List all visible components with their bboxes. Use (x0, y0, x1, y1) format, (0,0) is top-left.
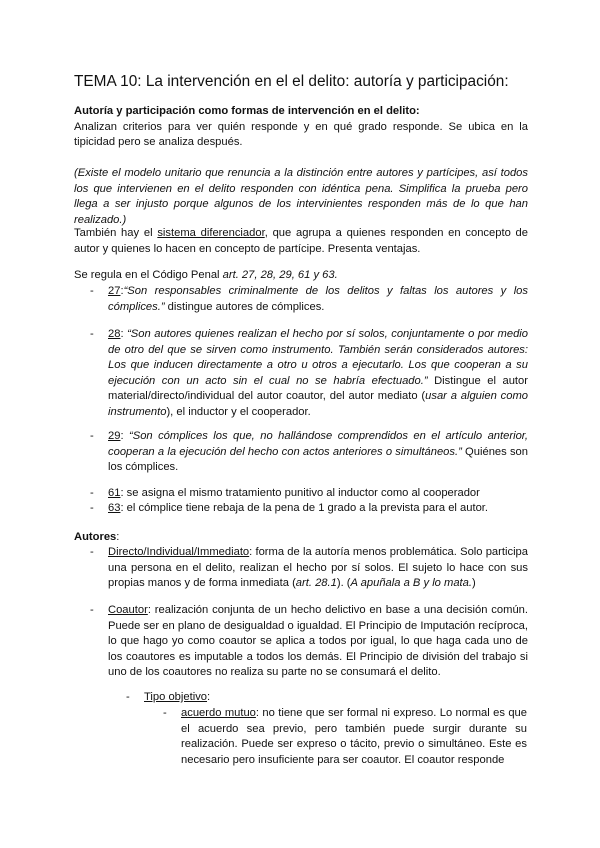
article-refs: art. 27, 28, 29, 61 y 63. (222, 269, 338, 281)
article-comment-italic: usar a alguien como instrumento (108, 390, 528, 418)
tipo-objetivo-item (126, 690, 524, 706)
article-quote: “Son responsables criminalmente de los delitos y faltas los autores y los cómplices.” (108, 285, 528, 313)
list-dash: - (90, 328, 94, 340)
acuerdo-mutuo-item (163, 706, 528, 768)
article-number: 29 (108, 430, 121, 442)
list-dash: - (90, 546, 94, 558)
list-dash: - (90, 502, 94, 514)
list-dash: - (90, 604, 94, 616)
article-61-item (90, 486, 528, 502)
text: : no tiene que ser formal ni expreso. Lo normal es que el acuerdo sea previo, pero también puede surgir durante su realización. Puede ser expreso o tácito, previo o simultáneo. Este es necesario pero insuficiente para ser coautor. El coautor responde (181, 707, 528, 766)
text: ). ( (336, 577, 351, 590)
modelo-unitario-paragraph: (Existe el modelo unitario que renuncia a la distinción entre autores y partícipes, así todos los que intervienen en el delito responden con idéntica pena. Simplifica la prueba pero llega a ser injusto porque algunos de los intervinientes responden más de lo que han realizado.) (74, 167, 528, 226)
text: Se regula en el Código Penal (74, 269, 223, 281)
separator: : (116, 531, 120, 543)
autor-directo-term: Directo/Individual/Immediato (108, 546, 250, 558)
page-title: TEMA 10: La intervención en el el delito: autoría y participación: (74, 73, 509, 90)
article-number: 61 (108, 487, 121, 499)
text: También hay el (74, 227, 158, 239)
section-text: Analizan criterios para ver quién responde y en qué grado responde. Se ubica en la tipicidad pero se analiza después. (74, 120, 528, 149)
list-dash: - (90, 430, 94, 442)
list-dash: - (126, 691, 130, 703)
tipo-objetivo-term: Tipo objetivo (144, 691, 208, 703)
article-27-item (90, 284, 528, 315)
article-comment: : se asigna el mismo tratamiento punitivo al inductor como al cooperador (120, 487, 480, 499)
separator: : (207, 691, 211, 703)
autor-directo-item (90, 545, 528, 592)
section-heading: Autoría y participación como formas de intervención en el delito: (74, 105, 420, 117)
sistema-diferenciador-paragraph (74, 226, 528, 257)
article-63-item (90, 501, 528, 517)
coautor-term: Coautor (108, 604, 148, 616)
text: : realización conjunta de un hecho delictivo en base a una decisión común. Puede ser en plano de desigualdad o igualdad. El Principio de Imputación recíproca, lo que hago yo como coautor se aplica a todos por igual, lo que haga cada uno de los coautores es imputable a todos los demás. El Principio de división del trabajo si uno de los coautores no realiza su parte no se consumará el delito. (108, 604, 528, 679)
text: : forma de la autoría menos problemática. Solo participa una persona en el delito, realizan el hecho por sí solos. El sujeto lo hace con sus propias manos y de forma inmediata ( (108, 546, 528, 590)
example: A apuñala a B y lo mata. (350, 577, 472, 590)
article-29-item (90, 429, 529, 476)
article-quote: “Son cómplices los que, no hallándose comprendidos en el artículo anterior, cooperan a la ejecución del hecho con actos anteriores o simultáneos.” (108, 430, 529, 458)
article-comment: Quiénes son los cómplices. (108, 445, 528, 474)
article-number: 63 (108, 502, 121, 514)
separator: : (120, 285, 124, 297)
autores-heading (74, 530, 528, 546)
article-number: 28 (108, 328, 121, 340)
text: ) (472, 577, 476, 590)
section-autoria (74, 104, 528, 151)
coautor-item (90, 603, 528, 681)
article-number: 27 (108, 285, 121, 297)
text: , que agrupa a quienes responden en concepto de autor y quienes lo hacen en concepto de partícipe. Presenta ventajas. (74, 227, 528, 255)
article-comment: distingue autores de cómplices. (164, 300, 325, 313)
article-quote: “Son autores quienes realizan el hecho por sí solos, conjuntamente o por medio de otro del que se sirven como instrumento. También serán considerados autores: Los que inducen directamente a otro u otros a ejecutarlo. Los que cooperan a su ejecución con un acto sin el cual no se habría efectuado.” (108, 328, 529, 387)
section-heading: Autores (74, 531, 117, 543)
sistema-diferenciador-term: sistema diferenciador (157, 227, 265, 239)
separator: : (120, 328, 128, 340)
article-comment: Distingue el autor material/directo/individual del autor coautor, del autor mediato ( (108, 374, 528, 403)
article-comment: : el cómplice tiene rebaja de la pena de 1 grado a la prevista para el autor. (120, 502, 489, 514)
article-28-item (90, 327, 529, 421)
acuerdo-mutuo-term: acuerdo mutuo (181, 707, 256, 719)
codigo-penal-paragraph (74, 268, 528, 284)
separator: : (120, 430, 130, 442)
list-dash: - (163, 707, 167, 719)
article-ref: art. 28.1 (295, 577, 337, 590)
article-comment: ), el inductor y el cooperador. (166, 405, 311, 418)
list-dash: - (90, 487, 94, 499)
list-dash: - (90, 285, 94, 297)
